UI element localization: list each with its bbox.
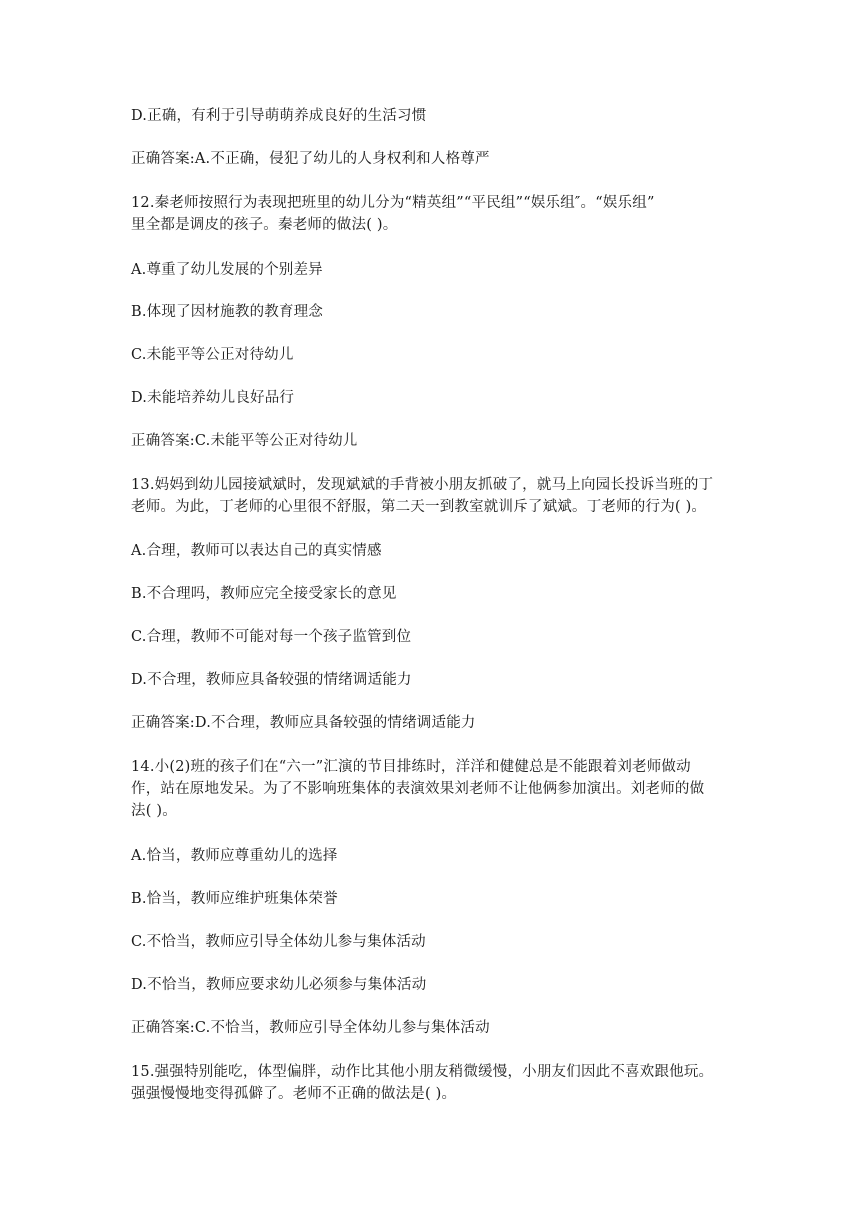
q14-answer: 正确答案:C.不恰当，教师应引导全体幼儿参与集体活动 xyxy=(131,1020,490,1036)
q14-option-a: A.恰当，教师应尊重幼儿的选择 xyxy=(131,848,338,864)
q12-option-b: B.体现了因材施教的教育理念 xyxy=(131,304,324,320)
q15-stem-line-1: 15.强强特别能吃，体型偏胖，动作比其他小朋友稍微缓慢，小朋友们因此不喜欢跟他玩。 xyxy=(131,1064,714,1080)
q13-stem-line-2: 老师。为此，丁老师的心里很不舒服，第二天一到教室就训斥了斌斌。丁老师的行为( )。 xyxy=(131,499,707,515)
q13-option-b: B.不合理吗，教师应完全接受家长的意见 xyxy=(131,586,397,602)
q13-option-d: D.不合理，教师应具备较强的情绪调适能力 xyxy=(131,672,412,688)
q14-stem-line-1: 14.小(2)班的孩子们在“六一”汇演的节目排练时，洋洋和健健总是不能跟着刘老师做动 xyxy=(131,759,691,775)
q13-answer: 正确答案:D.不合理，教师应具备较强的情绪调适能力 xyxy=(131,715,476,731)
q11-answer: 正确答案:A.不正确，侵犯了幼儿的人身权利和人格尊严 xyxy=(131,151,490,167)
q14-stem-line-3: 法( )。 xyxy=(131,803,177,819)
q12-answer: 正确答案:C.未能平等公正对待幼儿 xyxy=(131,433,358,449)
q13-option-c: C.合理，教师不可能对每一个孩子监管到位 xyxy=(131,629,412,645)
q11-option-d: D.正确，有利于引导萌萌养成良好的生活习惯 xyxy=(131,108,427,124)
q13-stem-line-1: 13.妈妈到幼儿园接斌斌时，发现斌斌的手背被小朋友抓破了，就马上向园长投诉当班的丁 xyxy=(131,477,714,493)
q12-option-c: C.未能平等公正对待幼儿 xyxy=(131,347,294,363)
q14-option-b: B.恰当，教师应维护班集体荣誉 xyxy=(131,891,338,907)
q15-stem-line-2: 强强慢慢地变得孤僻了。老师不正确的做法是( )。 xyxy=(131,1086,457,1102)
q14-option-d: D.不恰当，教师应要求幼儿必须参与集体活动 xyxy=(131,977,427,993)
q13-option-a: A.合理，教师可以表达自己的真实情感 xyxy=(131,543,382,559)
q12-option-a: A.尊重了幼儿发展的个别差异 xyxy=(131,262,323,278)
q12-stem-line-2: 里全都是调皮的孩子。秦老师的做法( )。 xyxy=(131,217,398,233)
q14-option-c: C.不恰当，教师应引导全体幼儿参与集体活动 xyxy=(131,934,426,950)
q12-stem-line-1: 12.秦老师按照行为表现把班里的幼儿分为“精英组”“平民组”“娱乐组″。“娱乐组” xyxy=(131,195,655,211)
q12-option-d: D.未能培养幼儿良好品行 xyxy=(131,390,295,406)
q14-stem-line-2: 作，站在原地发呆。为了不影响班集体的表演效果刘老师不让他俩参加演出。刘老师的做 xyxy=(131,781,705,797)
